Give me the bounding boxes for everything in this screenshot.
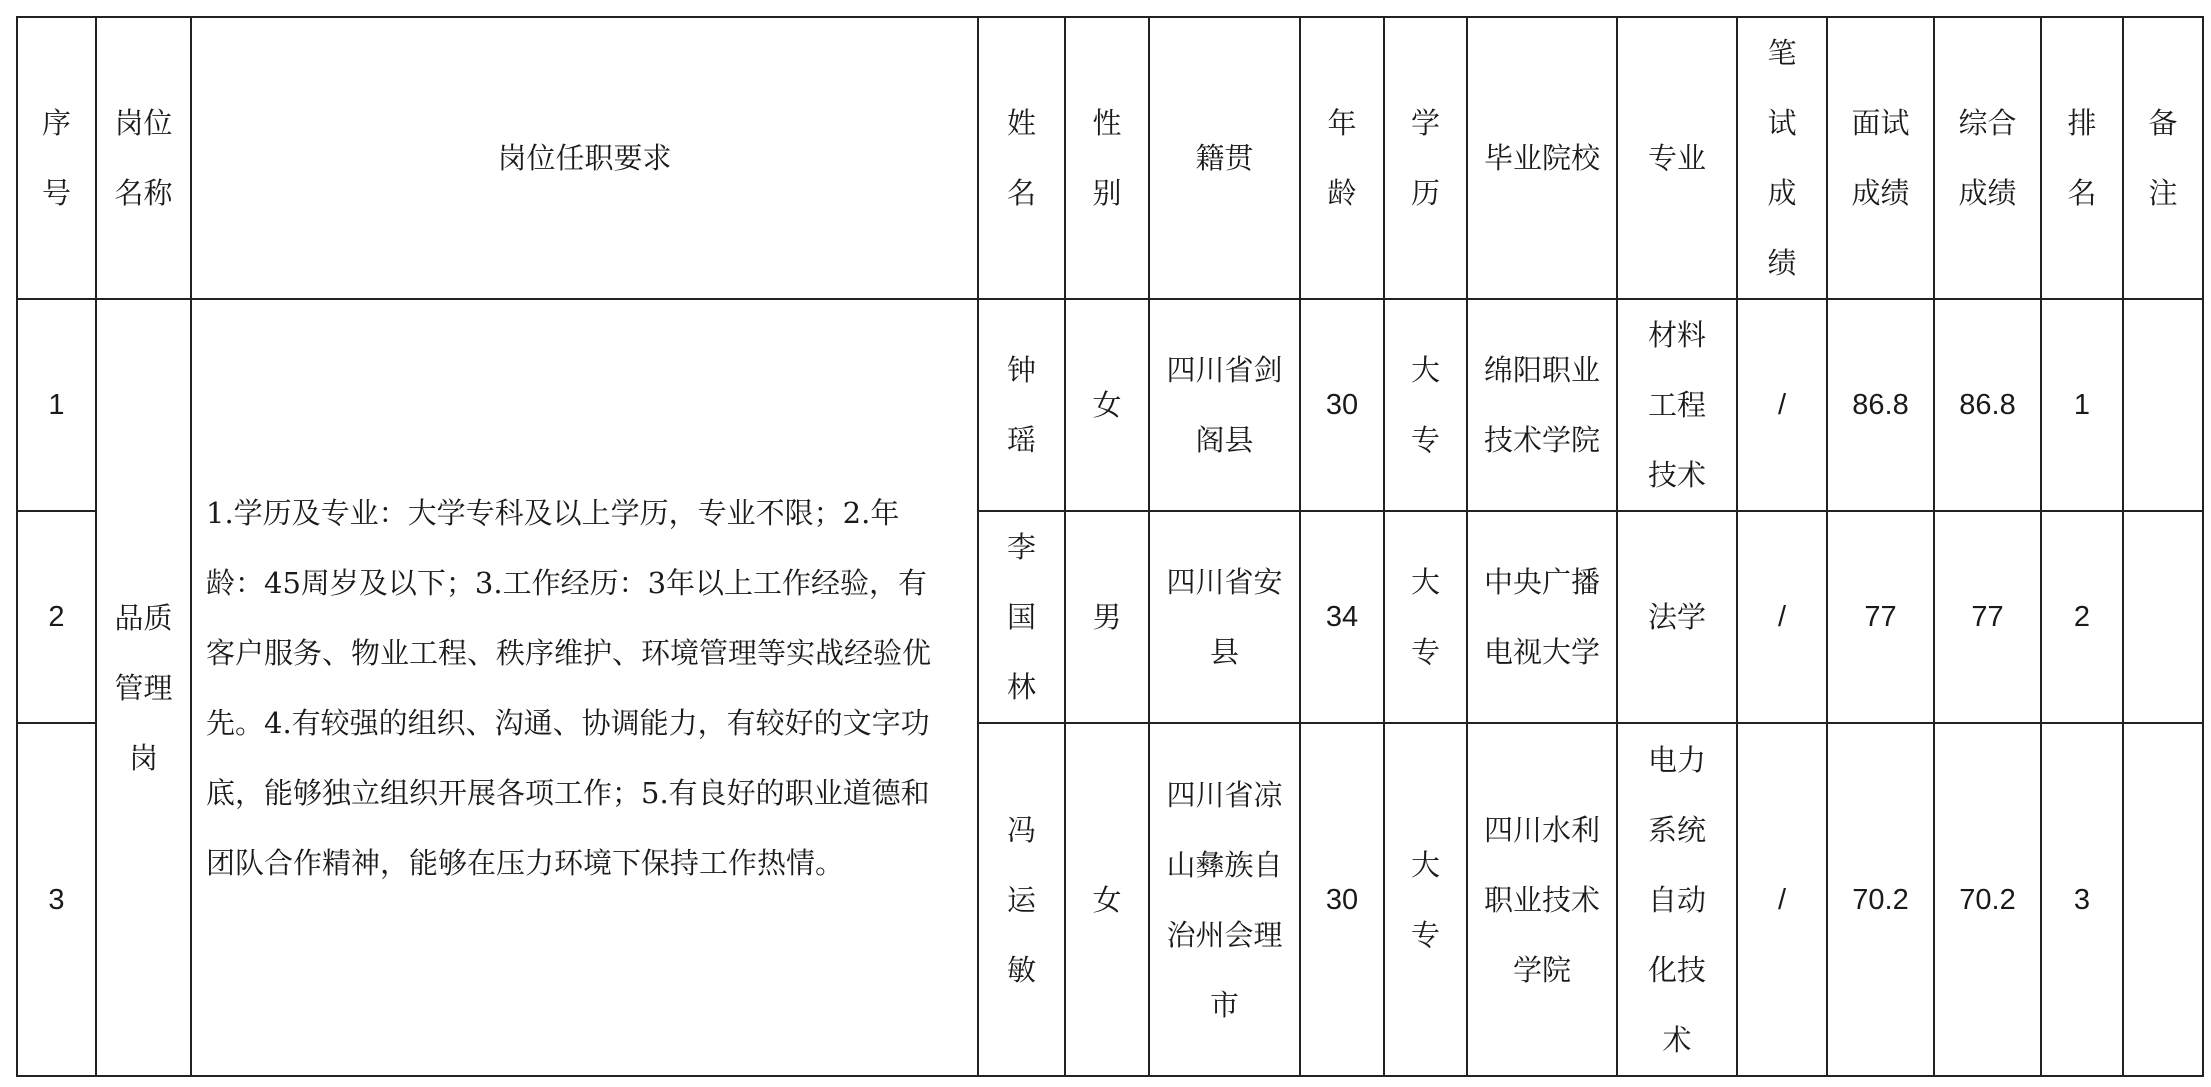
header-seq: 序 号 bbox=[17, 17, 96, 299]
cell-interview-score: 86.8 bbox=[1827, 299, 1934, 511]
cell-rank: 2 bbox=[2041, 511, 2123, 723]
cell-remarks bbox=[2123, 723, 2203, 1076]
cell-major: 材料 工程 技术 bbox=[1617, 299, 1737, 511]
cell-school: 绵阳职业 技术学院 bbox=[1467, 299, 1617, 511]
header-requirements: 岗位任职要求 bbox=[191, 17, 978, 299]
header-position-name: 岗位 名称 bbox=[96, 17, 191, 299]
header-row bbox=[17, 17, 2203, 299]
cell-seq: 3 bbox=[17, 723, 96, 1076]
cell-seq: 2 bbox=[17, 511, 96, 723]
cell-name: 冯 运 敏 bbox=[978, 723, 1065, 1076]
header-age: 年 龄 bbox=[1300, 17, 1384, 299]
cell-gender: 女 bbox=[1065, 723, 1149, 1076]
cell-seq: 1 bbox=[17, 299, 96, 511]
cell-remarks bbox=[2123, 511, 2203, 723]
cell-rank: 1 bbox=[2041, 299, 2123, 511]
cell-school: 中央广播 电视大学 bbox=[1467, 511, 1617, 723]
header-name: 姓 名 bbox=[978, 17, 1065, 299]
cell-position-name: 品质 管理 岗 bbox=[96, 299, 191, 1076]
cell-total-score: 70.2 bbox=[1934, 723, 2041, 1076]
header-written-score: 笔 试 成 绩 bbox=[1737, 17, 1827, 299]
cell-interview-score: 70.2 bbox=[1827, 723, 1934, 1076]
cell-written-score: / bbox=[1737, 723, 1827, 1076]
cell-rank: 3 bbox=[2041, 723, 2123, 1076]
cell-gender: 男 bbox=[1065, 511, 1149, 723]
cell-total-score: 86.8 bbox=[1934, 299, 2041, 511]
header-native-place: 籍贯 bbox=[1149, 17, 1300, 299]
cell-school: 四川水利 职业技术 学院 bbox=[1467, 723, 1617, 1076]
header-rank: 排 名 bbox=[2041, 17, 2123, 299]
cell-age: 30 bbox=[1300, 723, 1384, 1076]
results-table bbox=[16, 16, 2204, 1077]
cell-age: 30 bbox=[1300, 299, 1384, 511]
cell-education: 大 专 bbox=[1384, 299, 1467, 511]
cell-name: 李 国 林 bbox=[978, 511, 1065, 723]
cell-education: 大 专 bbox=[1384, 723, 1467, 1076]
cell-major: 法学 bbox=[1617, 511, 1737, 723]
cell-requirements: 1.学历及专业：大学专科及以上学历，专业不限；2.年龄：45周岁及以下；3.工作经历：3年以上工作经验，有客户服务、物业工程、秩序维护、环境管理等实战经验优先。4.有较强的组织、沟通、协调能力，有较好的文字功底，能够独立组织开展各项工作；5.有良好的职业道德和团队合作精神，能够在压力环境下保持工作热情。 bbox=[191, 299, 978, 1076]
cell-native-place: 四川省安 县 bbox=[1149, 511, 1300, 723]
header-education: 学 历 bbox=[1384, 17, 1467, 299]
table-row bbox=[17, 299, 2203, 511]
cell-major: 电力 系统 自动 化技 术 bbox=[1617, 723, 1737, 1076]
cell-total-score: 77 bbox=[1934, 511, 2041, 723]
header-remarks: 备 注 bbox=[2123, 17, 2203, 299]
cell-written-score: / bbox=[1737, 299, 1827, 511]
cell-remarks bbox=[2123, 299, 2203, 511]
cell-native-place: 四川省凉 山彝族自 治州会理 市 bbox=[1149, 723, 1300, 1076]
cell-native-place: 四川省剑 阁县 bbox=[1149, 299, 1300, 511]
cell-education: 大 专 bbox=[1384, 511, 1467, 723]
cell-interview-score: 77 bbox=[1827, 511, 1934, 723]
header-total-score: 综合 成绩 bbox=[1934, 17, 2041, 299]
cell-name: 钟 瑶 bbox=[978, 299, 1065, 511]
header-interview-score: 面试 成绩 bbox=[1827, 17, 1934, 299]
header-major: 专业 bbox=[1617, 17, 1737, 299]
header-gender: 性 别 bbox=[1065, 17, 1149, 299]
cell-written-score: / bbox=[1737, 511, 1827, 723]
cell-age: 34 bbox=[1300, 511, 1384, 723]
cell-gender: 女 bbox=[1065, 299, 1149, 511]
header-school: 毕业院校 bbox=[1467, 17, 1617, 299]
